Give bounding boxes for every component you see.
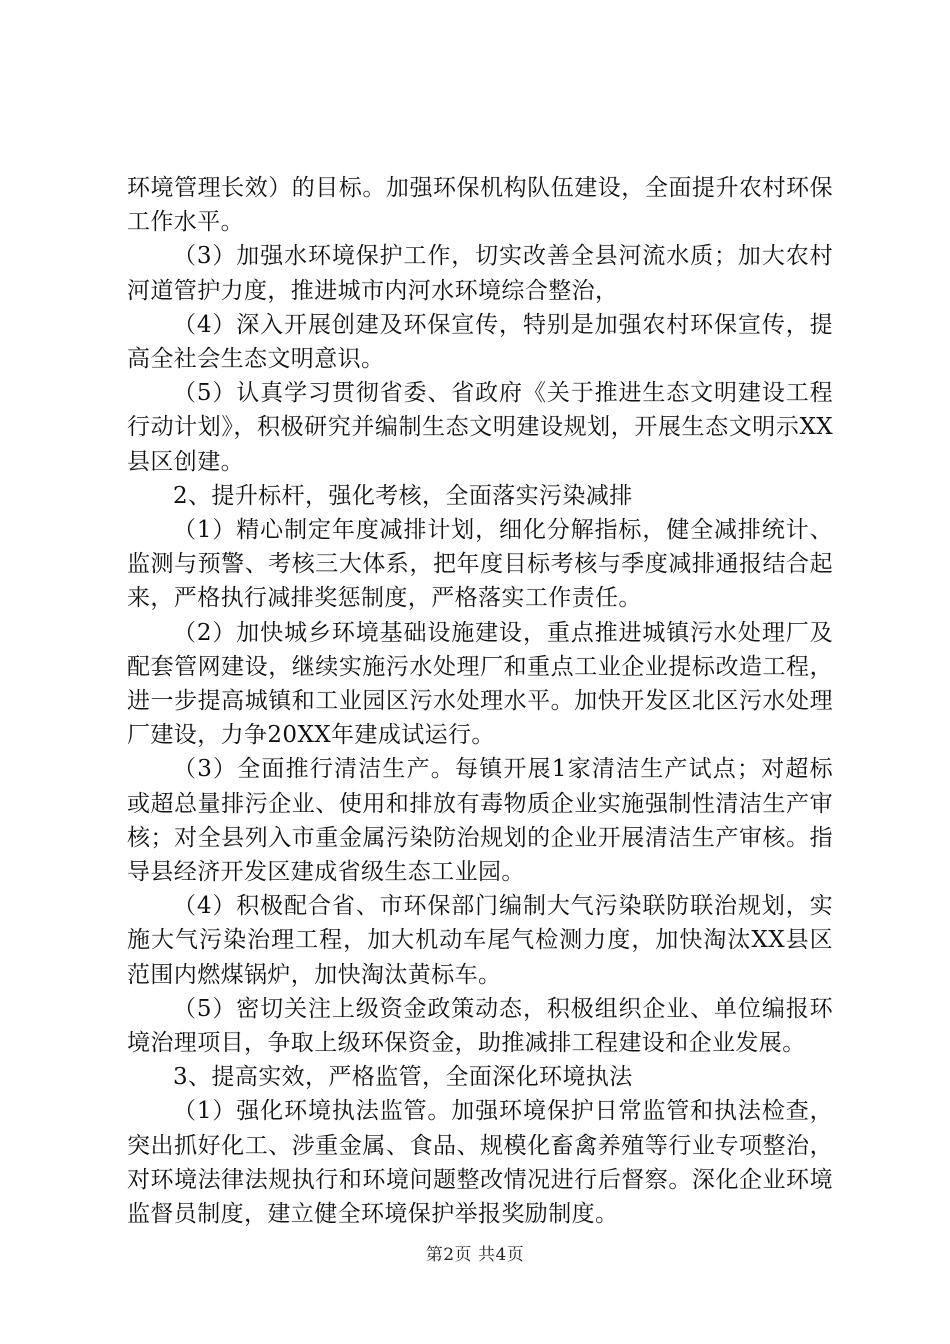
section-heading-law-enforcement: 3、提高实效，严格监管，全面深化环境执法 bbox=[173, 1064, 633, 1091]
paragraph-item-enforcement: （1）强化环境执法监管。加强环境保护日常监管和执法检查，突出抓好化工、涉重金属、食品、规模化畜禽养殖等行业专项整治，对环境法律法规执行和环境问题整改情况进行后督察。深化企业环境监督员制度，建立健全环境保护举报奖励制度。 bbox=[127, 1098, 833, 1228]
paragraph-item-reduction-plan: （1）精心制定年度减排计划，细化分解指标，健全减排统计、监测与预警、考核三大体系，把年度目标考核与季度减排通报结合起来，严格执行减排奖惩制度，严格落实工作责任。 bbox=[127, 517, 833, 612]
paragraph-continuation: 环境管理长效）的目标。加强环保机构队伍建设，全面提升农村环保工作水平。 bbox=[127, 175, 833, 236]
section-heading-emission-reduction: 2、提升标杆，强化考核，全面落实污染减排 bbox=[173, 482, 633, 509]
paragraph-item-funding: （5）密切关注上级资金政策动态，积极组织企业、单位编报环境治理项目，争取上级环保资金，助推减排工程建设和企业发展。 bbox=[127, 995, 833, 1057]
paragraph-item-ecology-plan: （5）认真学习贯彻省委、省政府《关于推进生态文明建设工程行动计划》，积极研究并编制生态文明建设规划，开展生态文明示XX县区创建。 bbox=[127, 380, 833, 475]
paragraph-item-air-pollution: （4）积极配合省、市环保部门编制大气污染联防联治规划，实施大气污染治理工程，加大机动车尾气检测力度，加快淘汰XX县区范围内燃煤锅炉，加快淘汰黄标车。 bbox=[127, 893, 833, 988]
paragraph-item-publicity: （4）深入开展创建及环保宣传，特别是加强农村环保宣传，提高全社会生态文明意识。 bbox=[127, 311, 833, 373]
document-body bbox=[127, 171, 833, 1231]
paragraph-item-infrastructure: （2）加快城乡环境基础设施建设，重点推进城镇污水处理厂及配套管网建设，继续实施污水处理厂和重点工业企业提标改造工程，进一步提高城镇和工业园区污水处理水平。加快开发区北区污水处理厂建设，力争20XX年建成试运行。 bbox=[127, 619, 833, 749]
paragraph-item-water: （3）加强水环境保护工作，切实改善全县河流水质；加大农村河道管护力度，推进城市内河水环境综合整治， bbox=[127, 243, 833, 304]
paragraph-item-clean-production: （3）全面推行清洁生产。每镇开展1家清洁生产试点；对超标或超总量排污企业、使用和排放有毒物质企业实施强制性清洁生产审核；对全县列入市重金属污染防治规划的企业开展清洁生产审核。指导县经济开发区建成省级生态工业园。 bbox=[127, 756, 833, 886]
page-footer: 第2页 共4页 bbox=[425, 1245, 525, 1265]
